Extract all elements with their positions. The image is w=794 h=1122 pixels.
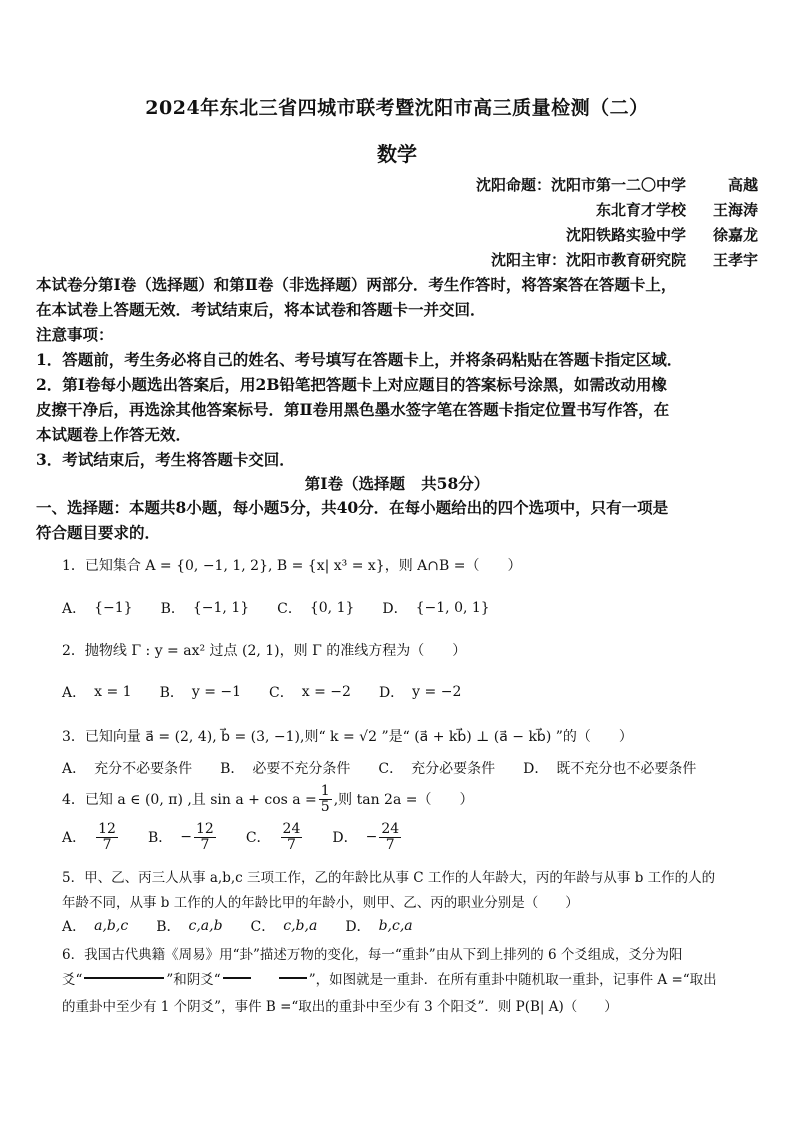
fraction: $\frac{12}{7}$ (195, 821, 214, 853)
option-c: C． x = −2 (269, 684, 351, 701)
option-b: B． − $\frac{12}{7}$ (147, 821, 214, 853)
section-heading: 第Ⅰ卷（选择题 共58分） (304, 474, 490, 493)
exam-title: 2024年东北三省四城市联考暨沈阳市高三质量检测（二） (145, 97, 649, 119)
question-6-line-2: 爻“ ”和阴爻“ ”，如图就是一重卦．在所有重卦中随机取一重卦，记事件 A =“取出 (62, 972, 717, 988)
option-c: C． {0, 1} (277, 600, 355, 617)
fraction: $\frac{24}{7}$ (381, 821, 400, 853)
exam-subject: 数学 (377, 142, 417, 166)
option-c: C． c,b,a (250, 918, 318, 935)
author-row-2 (596, 199, 758, 220)
question-4-options (62, 822, 431, 852)
option-d: D． b,c,a (345, 918, 413, 935)
yin-yao-symbol-left (223, 977, 251, 979)
yin-yao-symbol-right (279, 977, 307, 979)
question-3-options (62, 758, 724, 778)
section-instructions-2: 符合题目要求的． (36, 523, 161, 542)
fraction: $\frac{12}{7}$ (98, 821, 116, 853)
option-d: D． − $\frac{24}{7}$ (332, 821, 400, 853)
option-c: C． 充分必要条件 (378, 761, 496, 777)
option-b: B． c,a,b (156, 918, 223, 935)
author-row-1 (476, 174, 758, 195)
note-2-line-3: 本试题卷上作答无效． (36, 425, 192, 444)
option-a: A． 充分不必要条件 (62, 761, 193, 777)
author-org: 沈阳铁路实验中学 (565, 226, 686, 244)
notes-heading: 注意事项： (36, 325, 114, 344)
yang-yao-symbol (84, 977, 164, 979)
option-a: A． $\frac{12}{7}$ (62, 821, 116, 853)
question-3-stem: 3．已知向量 a⃗ = (2, 4), b⃗ = (3, −1),则“ k = √2 ”是“ (a⃗ + kb⃗) ⊥ (a⃗ − kb⃗) ”的（ ） (62, 729, 633, 745)
question-2-options (62, 682, 489, 702)
question-1-stem: 1．已知集合 A = {0, −1, 1, 2}, B = {x| x³ = x}，则 A∩B =（ ） (62, 558, 522, 574)
option-d: D． y = −2 (378, 684, 462, 701)
option-c: C． $\frac{24}{7}$ (245, 821, 301, 853)
option-d: D． 既不充分也不必要条件 (523, 761, 697, 777)
section-instructions-1: 一、选择题：本题共8小题，每小题5分，共40分．在每小题给出的四个选项中，只有一项是 (36, 498, 669, 517)
question-4-stem: 4．已知 a ∈ (0, π) ,且 sin a + cos a = $\frac{1}{5}$ ,则 tan 2a =（ ） (62, 783, 474, 815)
author-org: 东北育才学校 (595, 201, 686, 219)
question-5-options (62, 916, 441, 936)
author-row-3 (566, 224, 758, 245)
option-b: B． y = −1 (159, 684, 242, 701)
question-6-line-1: 6．我国古代典籍《周易》用“卦”描述万物的变化，每一“重卦”由从下到上排列的 6 个爻组成，爻分为阳 (62, 947, 683, 963)
note-2-line-1: 2．第Ⅰ卷每小题选出答案后，用2B铅笔把答题卡上对应题目的答案标号涂黑，如需改动用橡 (36, 375, 667, 394)
intro-line-2: 在本试卷上答题无效．考试结束后，将本试卷和答题卡一并交回． (36, 300, 486, 319)
note-3: 3．考试结束后，考生将答题卡交回． (36, 450, 295, 469)
option-a: A． x = 1 (62, 684, 132, 701)
author-row-4 (491, 249, 758, 270)
author-org: 沈阳主审：沈阳市教育研究院 (490, 251, 686, 269)
author-name: 高越 (727, 176, 758, 194)
option-b: B． {−1, 1} (160, 600, 250, 617)
note-1: 1．答题前，考生务必将自己的姓名、考号填写在答题卡上，并将条码粘贴在答题卡指定区域． (36, 350, 683, 369)
option-d: D． {−1, 0, 1} (382, 600, 490, 617)
option-a: A． {−1} (62, 600, 133, 617)
author-org: 沈阳命题：沈阳市第一二〇中学 (475, 176, 686, 194)
intro-line-1: 本试卷分第Ⅰ卷（选择题）和第Ⅱ卷（非选择题）两部分．考生作答时，将答案答在答题卡上， (36, 275, 677, 294)
author-name: 徐嘉龙 (712, 226, 758, 244)
author-name: 王海涛 (712, 201, 758, 219)
question-1-options (62, 598, 518, 618)
fraction: $\frac{24}{7}$ (282, 821, 301, 853)
note-2-line-2: 皮擦干净后，再选涂其他答案标号．第Ⅱ卷用黑色墨水签字笔在答题卡指定位置书写作答，在 (36, 400, 670, 419)
question-6-line-3: 的重卦中至少有 1 个阴爻”，事件 B =“取出的重卦中至少有 3 个阳爻”．则 P(B| A)（ ） (62, 999, 618, 1015)
question-5-line-2: 年龄不同，从事 b 工作的人的年龄比甲的年龄小，则甲、乙、丙的职业分别是（ ） (62, 895, 579, 911)
option-a: A． a,b,c (62, 918, 129, 935)
question-2-stem: 2．抛物线 Γ : y = ax² 过点 (2, 1)，则 Γ 的准线方程为（ ） (62, 643, 467, 659)
option-b: B． 必要不充分条件 (220, 761, 351, 777)
question-5-line-1: 5．甲、乙、丙三人从事 a,b,c 三项工作，乙的年龄比从事 C 工作的人年龄大，丙的年龄与从事 b 工作的人的 (62, 870, 716, 886)
author-name: 王孝宇 (712, 251, 758, 269)
fraction: $\frac{1}{5}$ (320, 783, 330, 815)
